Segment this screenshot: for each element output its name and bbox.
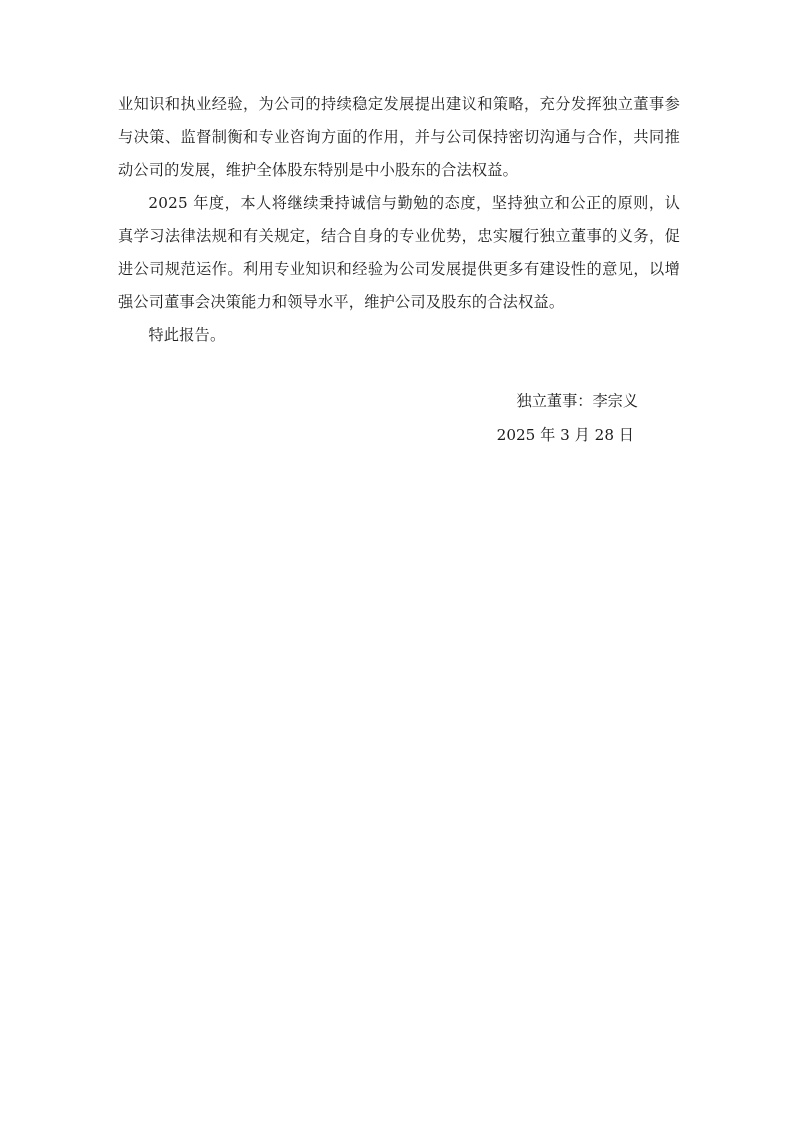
signature-block bbox=[118, 384, 680, 452]
signature-name: 独立董事：李宗义 bbox=[516, 392, 638, 410]
signature-date: 2025 年 3 月 28 日 bbox=[496, 426, 634, 444]
paragraph-2025-plan: 2025 年度，本人将继续秉持诚信与勤勉的态度，坚持独立和公正的原则，认真学习法律法规和有关规定，结合自身的专业优势，忠实履行独立董事的义务，促进公司规范运作。利用专业知识和经验为公司发展提供更多有建设性的意见，以增强公司董事会决策能力和领导水平，维护公司及股东的合法权益。 bbox=[118, 194, 680, 311]
paragraph-continued: 业知识和执业经验，为公司的持续稳定发展提出建议和策略，充分发挥独立董事参与决策、监督制衡和专业咨询方面的作用，并与公司保持密切沟通与合作，共同推动公司的发展，维护全体股东特别是中小股东的合法权益。 bbox=[118, 95, 680, 179]
paragraph-closing: 特此报告。 bbox=[148, 326, 226, 344]
document-body bbox=[118, 88, 680, 452]
